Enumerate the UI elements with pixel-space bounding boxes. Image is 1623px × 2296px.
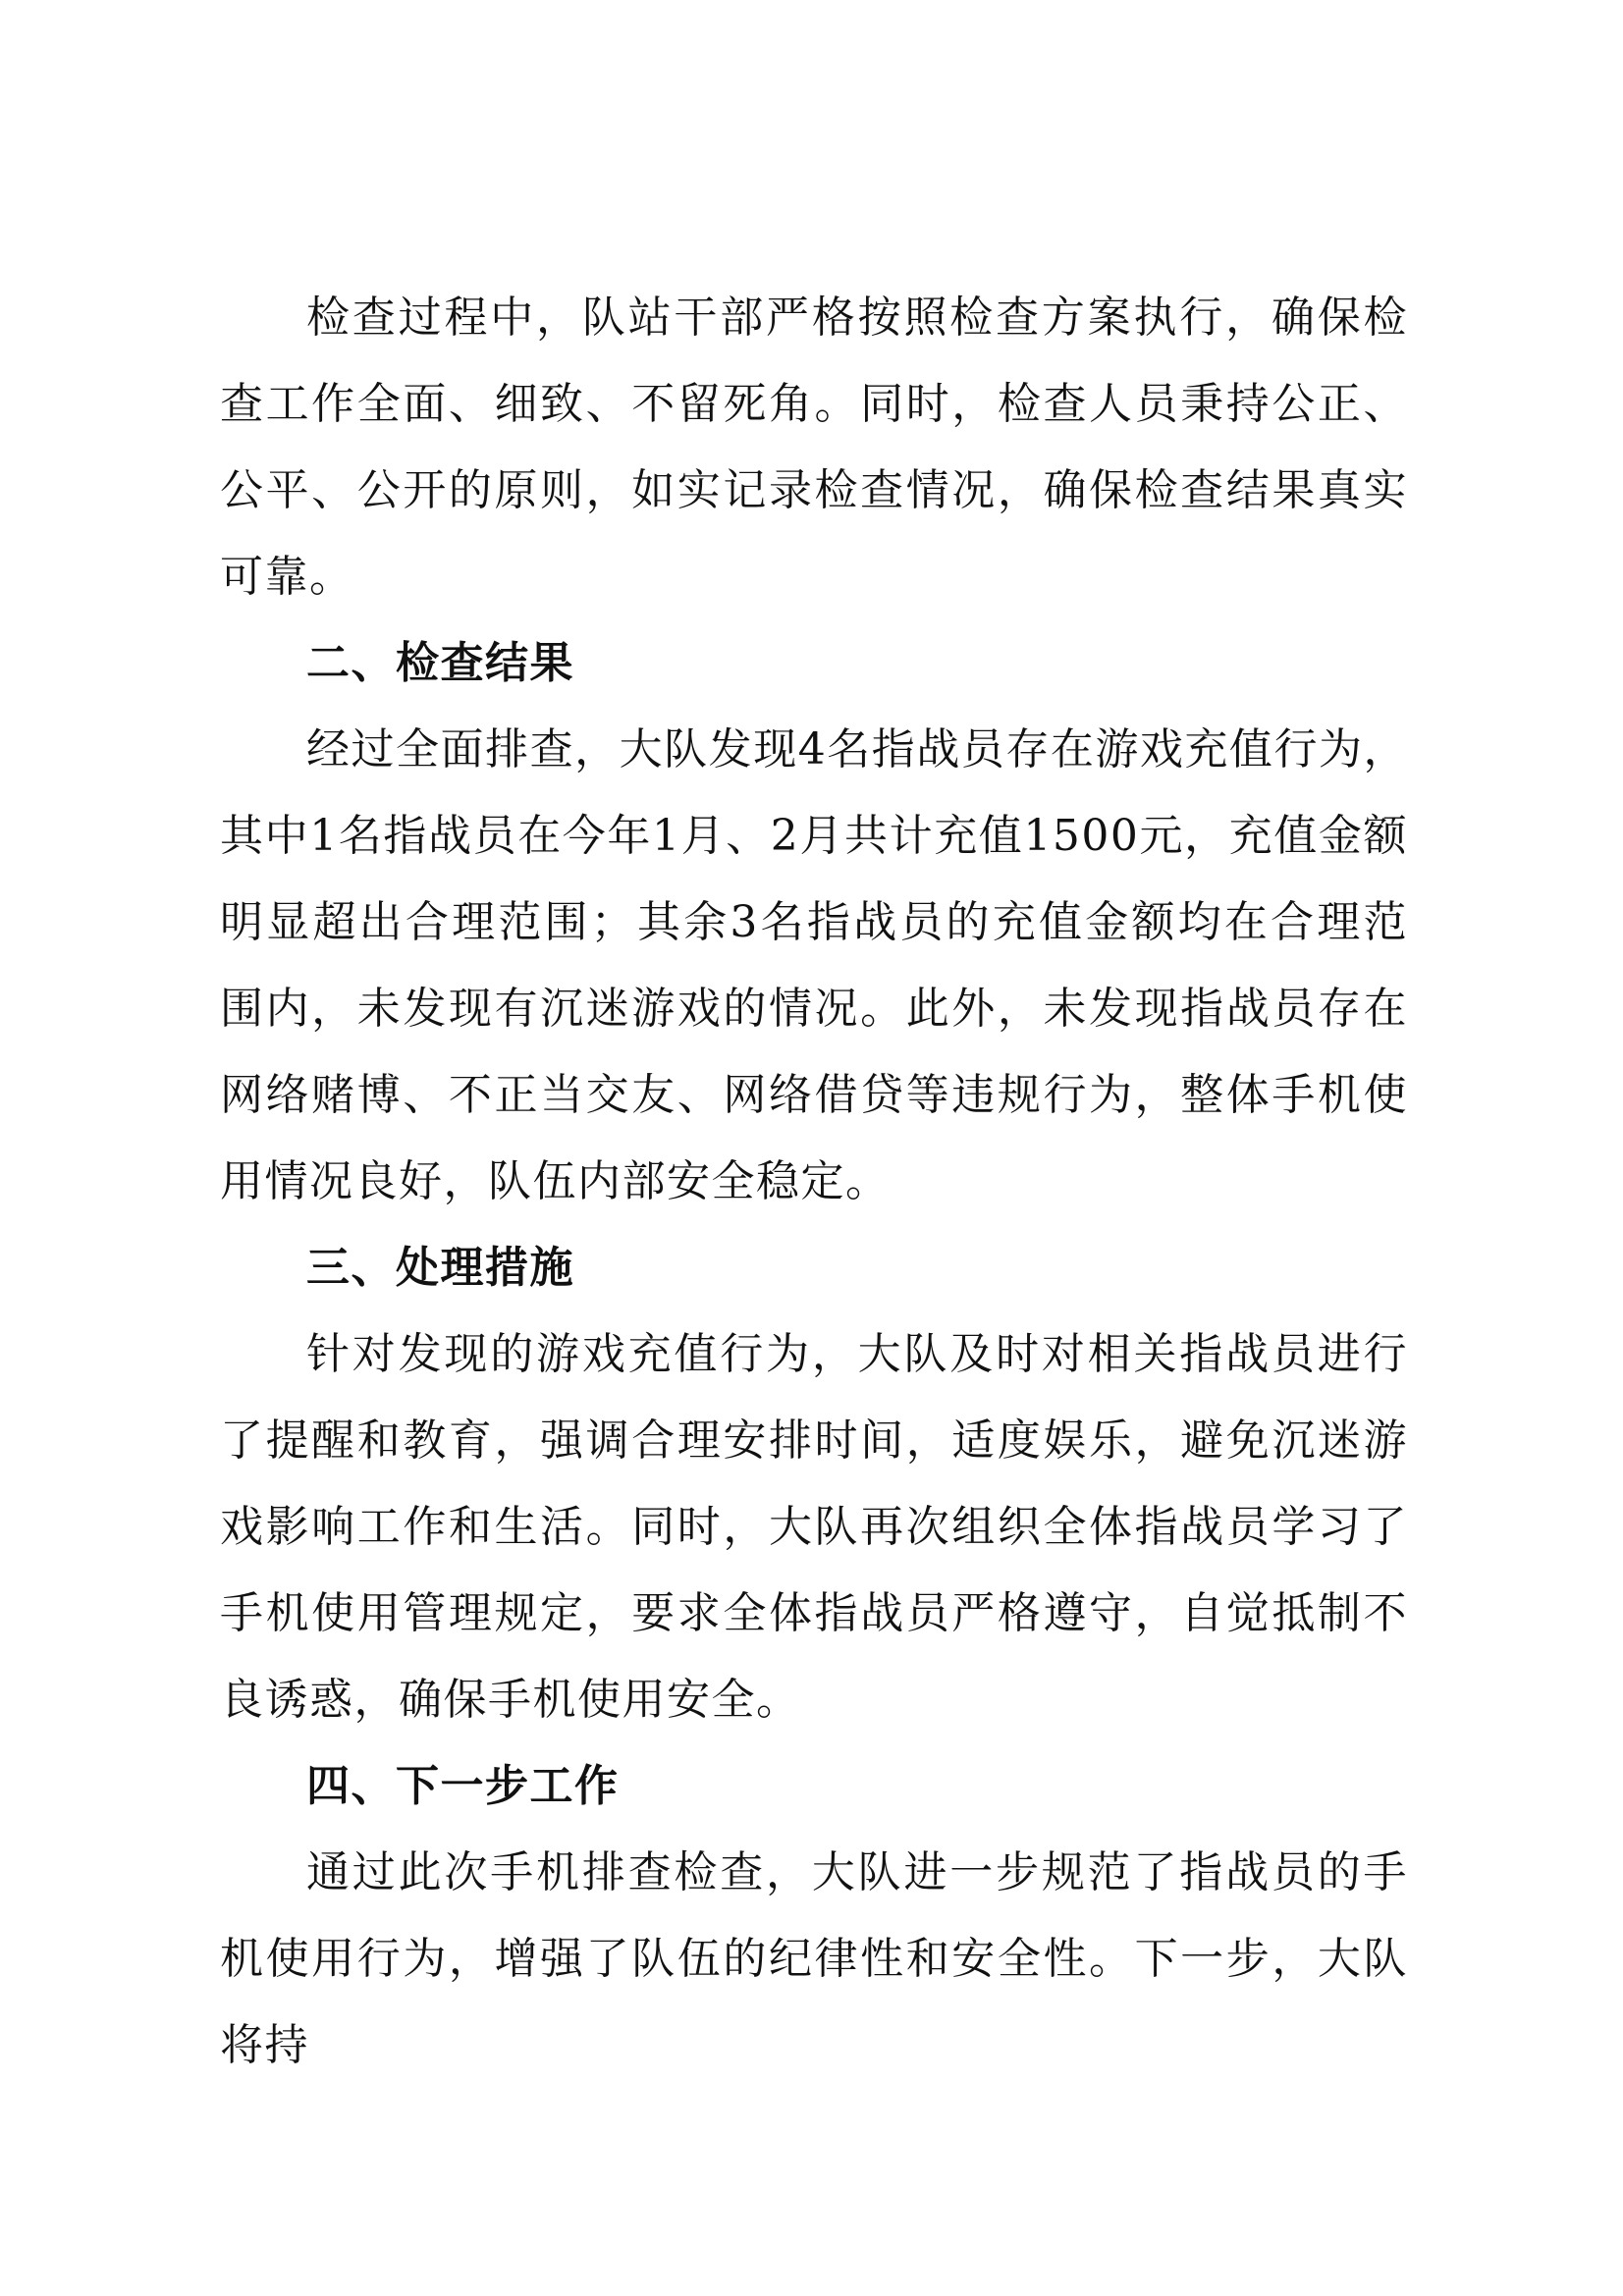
document-body bbox=[220, 275, 1408, 2089]
section-heading-next-steps: 四、下一步工作 bbox=[306, 1761, 620, 1811]
intro-paragraph: 检查过程中，队站干部严格按照检查方案执行，确保检查工作全面、细致、不留死角。同时，检查人员秉持公正、公平、公开的原则，如实记录检查情况，确保检查结果真实可靠。 bbox=[220, 293, 1408, 602]
section-paragraph-measures: 针对发现的游戏充值行为，大队及时对相关指战员进行了提醒和教育，强调合理安排时间，适度娱乐，避免沉迷游戏影响工作和生活。同时，大队再次组织全体指战员学习了手机使用管理规定，要求全体指战员严格遵守，自觉抵制不良诱惑，确保手机使用安全。 bbox=[220, 1329, 1408, 1725]
section-heading-measures: 三、处理措施 bbox=[306, 1243, 574, 1293]
section-heading-results: 二、检查结果 bbox=[306, 638, 574, 688]
section-paragraph-results: 经过全面排查，大队发现4名指战员存在游戏充值行为，其中1名指战员在今年1月、2月共计充值1500元，充值金额明显超出合理范围；其余3名指战员的充值金额均在合理范围内，未发现有沉迷游戏的情况。此外，未发现指战员存在网络赌博、不正当交友、网络借贷等违规行为，整体手机使用情况良好，队伍内部安全稳定。 bbox=[220, 724, 1408, 1206]
section-paragraph-next-steps: 通过此次手机排查检查，大队进一步规范了指战员的手机使用行为，增强了队伍的纪律性和安全性。下一步，大队将持 bbox=[220, 1847, 1408, 2070]
